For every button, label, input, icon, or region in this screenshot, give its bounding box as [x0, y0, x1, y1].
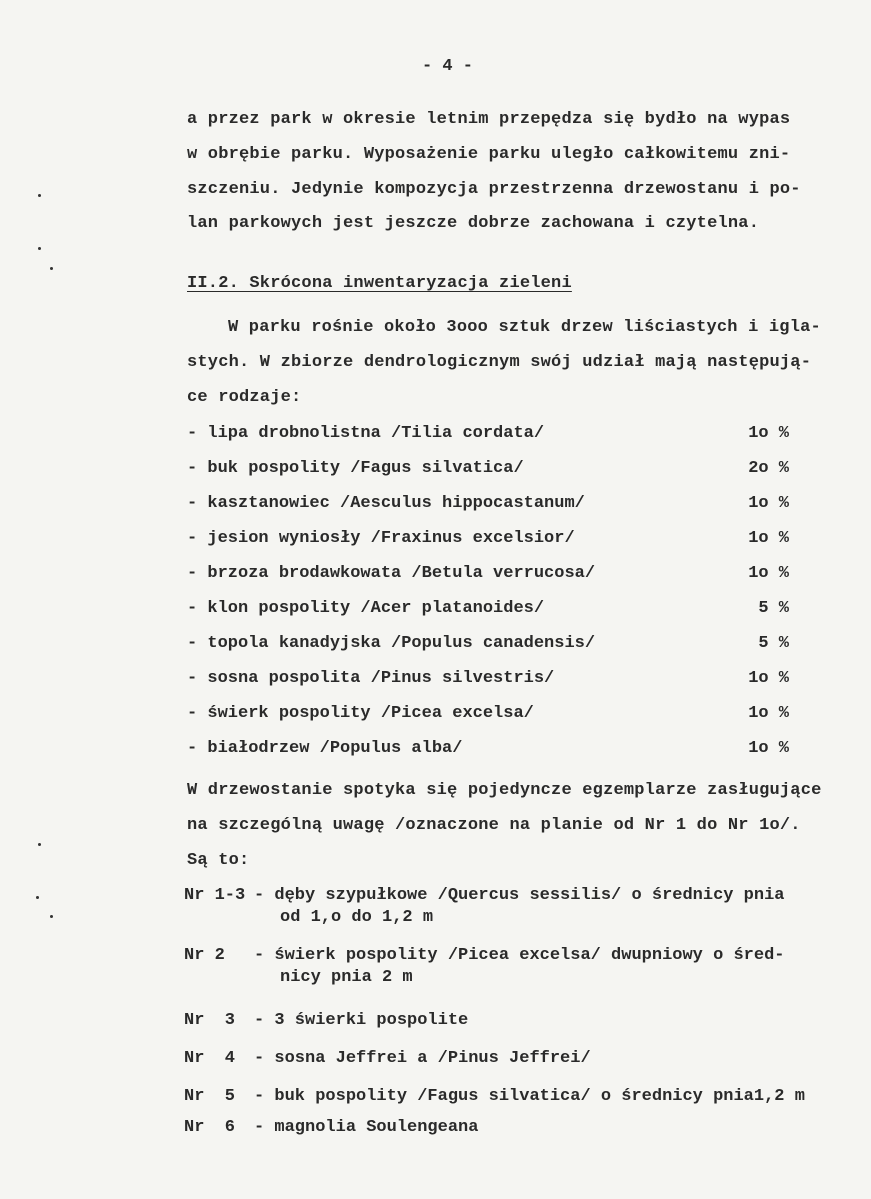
species-name: - świerk pospolity /Picea excelsa/ [187, 704, 534, 723]
margin-speck [36, 896, 39, 899]
notable-intro-line: W drzewostanie spotyka się pojedyncze egzemplarze zasługujące [187, 781, 822, 800]
section-intro-line: W parku rośnie około 3ooo sztuk drzew liściastych i igla- [228, 318, 821, 337]
species-row [187, 459, 797, 483]
species-name: - białodrzew /Populus alba/ [187, 739, 463, 758]
species-row [187, 494, 797, 518]
species-name: - kasztanowiec /Aesculus hippocastanum/ [187, 494, 585, 513]
species-percent: 1o % [748, 669, 789, 688]
intro-line: lan parkowych jest jeszcze dobrze zachowana i czytelna. [187, 214, 760, 233]
section-intro-line: stych. W zbiorze dendrologicznym swój udział mają następują- [187, 353, 812, 372]
notable-tree-row [184, 1011, 834, 1035]
notable-tree-description-cont: od 1,o do 1,2 m [280, 908, 434, 927]
notable-tree-description: - świerk pospolity /Picea excelsa/ dwupniowy o śred- [254, 946, 785, 965]
page-number: - 4 - [422, 57, 474, 76]
notable-tree-description: - sosna Jeffrei a /Pinus Jeffrei/ [254, 1049, 591, 1068]
notable-tree-number: Nr 4 [184, 1049, 236, 1068]
notable-tree-description: - magnolia Soulengeana [254, 1118, 479, 1137]
species-name: - lipa drobnolistna /Tilia cordata/ [187, 424, 545, 443]
species-percent: 1o % [748, 564, 789, 583]
notable-tree-number: Nr 5 [184, 1087, 236, 1106]
notable-tree-row [184, 1087, 834, 1111]
notable-intro-line: na szczególną uwagę /oznaczone na planie od Nr 1 do Nr 1o/. [187, 816, 801, 835]
species-row [187, 599, 797, 623]
notable-tree-row [184, 1118, 834, 1142]
margin-speck [38, 843, 41, 846]
notable-tree-description-cont: nicy pnia 2 m [280, 968, 413, 987]
margin-speck [50, 267, 53, 270]
species-row [187, 529, 797, 553]
species-name: - topola kanadyjska /Populus canadensis/ [187, 634, 596, 653]
species-name: - jesion wyniosły /Fraxinus excelsior/ [187, 529, 575, 548]
species-name: - klon pospolity /Acer platanoides/ [187, 599, 545, 618]
species-percent: 5 % [758, 599, 789, 618]
species-percent: 1o % [748, 739, 789, 758]
species-percent: 2o % [748, 459, 789, 478]
notable-tree-number: Nr 3 [184, 1011, 236, 1030]
margin-speck [38, 194, 41, 197]
intro-line: a przez park w okresie letnim przepędza się bydło na wypas [187, 110, 791, 129]
section-intro-line: ce rodzaje: [187, 388, 302, 407]
notable-intro-line: Są to: [187, 851, 250, 870]
section-heading: II.2. Skrócona inwentaryzacja zieleni [187, 274, 572, 293]
intro-line: w obrębie parku. Wyposażenie parku uległo całkowitemu zni- [187, 145, 791, 164]
notable-tree-number: Nr 1-3 [184, 886, 246, 905]
species-percent: 1o % [748, 704, 789, 723]
notable-tree-description: - dęby szypułkowe /Quercus sessilis/ o średnicy pnia [254, 886, 785, 905]
notable-tree-description: - 3 świerki pospolite [254, 1011, 469, 1030]
margin-speck [38, 247, 41, 250]
intro-line: szczeniu. Jedynie kompozycja przestrzenna drzewostanu i po- [187, 180, 801, 199]
species-row [187, 669, 797, 693]
notable-tree-description: - buk pospolity /Fagus silvatica/ o średnicy pnia1,2 m [254, 1087, 805, 1106]
margin-speck [50, 915, 53, 918]
notable-tree-number: Nr 6 [184, 1118, 236, 1137]
species-row [187, 739, 797, 763]
species-row [187, 704, 797, 728]
notable-tree-row [184, 1049, 834, 1073]
notable-tree-row [184, 946, 834, 990]
species-percent: 1o % [748, 494, 789, 513]
species-percent: 1o % [748, 529, 789, 548]
species-percent: 5 % [758, 634, 789, 653]
species-row [187, 634, 797, 658]
species-percent: 1o % [748, 424, 789, 443]
notable-tree-row [184, 886, 834, 930]
species-name: - sosna pospolita /Pinus silvestris/ [187, 669, 555, 688]
species-row [187, 424, 797, 448]
species-name: - brzoza brodawkowata /Betula verrucosa/ [187, 564, 596, 583]
species-row [187, 564, 797, 588]
notable-tree-number: Nr 2 [184, 946, 225, 965]
species-name: - buk pospolity /Fagus silvatica/ [187, 459, 524, 478]
